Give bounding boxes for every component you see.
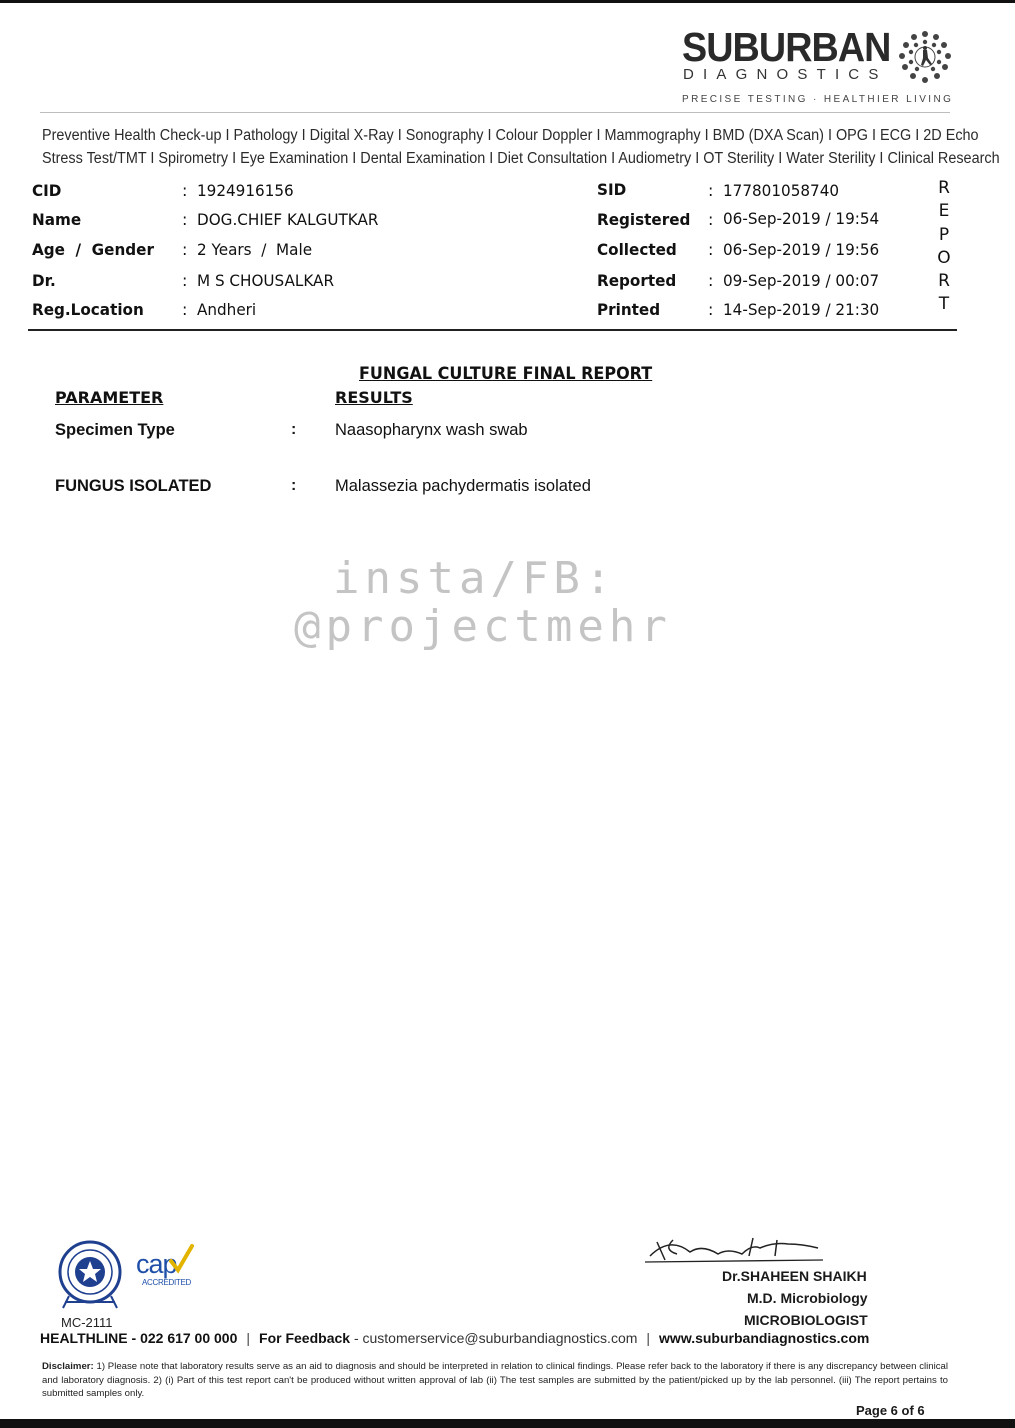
printed-colon: : bbox=[708, 300, 714, 319]
report-letter: E bbox=[938, 201, 950, 222]
location-colon: : bbox=[182, 300, 188, 319]
sid-label: SID bbox=[597, 180, 627, 199]
separator: | bbox=[246, 1330, 251, 1346]
age-gender-label: Age / Gender bbox=[32, 240, 154, 259]
cap-accredited-logo bbox=[136, 1250, 191, 1287]
brand-tagline: PRECISE TESTING · HEALTHIER LIVING bbox=[682, 94, 954, 105]
registered-colon: : bbox=[708, 210, 714, 229]
doctor-colon: : bbox=[182, 271, 188, 290]
sid-value: 177801058740 bbox=[723, 181, 840, 200]
checkmark-icon bbox=[168, 1244, 194, 1274]
printed-label: Printed bbox=[597, 300, 661, 319]
name-label: Name bbox=[32, 210, 82, 229]
cid-value: 1924916156 bbox=[197, 181, 294, 200]
brand-logo-text: SUBURBAN bbox=[682, 24, 891, 70]
results-header: RESULTS bbox=[335, 388, 413, 407]
doctor-value: M S CHOUSALKAR bbox=[197, 271, 335, 290]
collected-colon: : bbox=[708, 240, 714, 259]
name-value: DOG.CHIEF KALGUTKAR bbox=[197, 210, 379, 229]
cid-colon: : bbox=[182, 181, 188, 200]
services-line-1: Preventive Health Check-up I Pathology I Digital X-Ray I Sonography I Colour Doppler I Mammography I BMD (DXA Scan) I OPG I ECG I 2D Echo bbox=[42, 127, 979, 144]
page-number: Page 6 of 6 bbox=[856, 1403, 925, 1418]
website-link: www.suburbandiagnostics.com bbox=[659, 1330, 870, 1346]
report-letter: O bbox=[937, 247, 951, 268]
services-line-2: Stress Test/TMT I Spirometry I Eye Examination I Dental Examination I Diet Consultation I Audiometry I OT Sterility I Water Sterility I Clinical Research bbox=[42, 150, 1000, 167]
collected-value: 06-Sep-2019 / 19:56 bbox=[723, 240, 880, 259]
age-colon: : bbox=[182, 240, 188, 259]
disclaimer bbox=[42, 1360, 948, 1401]
registered-value: 06-Sep-2019 / 19:54 bbox=[723, 209, 880, 228]
fungus-isolated-label: FUNGUS ISOLATED bbox=[55, 477, 212, 495]
contact-bar bbox=[40, 1330, 952, 1346]
feedback-label: For Feedback bbox=[259, 1330, 351, 1346]
reported-value: 09-Sep-2019 / 00:07 bbox=[723, 271, 880, 290]
specimen-type-colon: : bbox=[291, 421, 297, 438]
parameter-header: PARAMETER bbox=[55, 388, 164, 407]
printed-value: 14-Sep-2019 / 21:30 bbox=[723, 300, 880, 319]
brand-logo-subtext: DIAGNOSTICS bbox=[683, 66, 888, 83]
cap-logo-text: cap bbox=[136, 1249, 177, 1279]
signatory-name: Dr.SHAHEEN SHAIKH bbox=[722, 1268, 867, 1284]
watermark-line-1: insta/FB: bbox=[333, 553, 617, 604]
report-vertical-label bbox=[936, 177, 952, 317]
report-title: FUNGAL CULTURE FINAL REPORT bbox=[359, 364, 653, 383]
header-divider bbox=[40, 112, 950, 113]
doctor-label: Dr. bbox=[32, 271, 56, 290]
report-letter: R bbox=[938, 178, 950, 198]
report-letter: R bbox=[938, 271, 950, 292]
collected-label: Collected bbox=[597, 240, 677, 259]
disclaimer-label: Disclaimer: bbox=[42, 1361, 94, 1372]
sid-colon: : bbox=[708, 181, 714, 200]
top-border bbox=[0, 0, 1015, 3]
cid-label: CID bbox=[32, 181, 62, 200]
report-letter: T bbox=[938, 294, 950, 315]
reported-colon: : bbox=[708, 271, 714, 290]
healthline-number: HEALTHLINE - 022 617 00 000 bbox=[40, 1330, 238, 1346]
mc-number: MC-2111 bbox=[61, 1315, 113, 1330]
location-label: Reg.Location bbox=[32, 300, 144, 319]
disclaimer-text: 1) Please note that laboratory results serve as an aid to diagnosis and should be interpreted in relation to clinical findings. Please refer back to the laboratory if there is any discrepancy between clinical and laboratory diagnosis. 2) (i) Part of this test report can't be produced without written approval of lab (ii) The test samples are submitted by the patient/picked up by the lab personnel. (iii) The report pertains to submitted samples only. bbox=[42, 1361, 948, 1399]
signatory-degree: M.D. Microbiology bbox=[747, 1290, 868, 1306]
cap-accredited-text: ACCREDITED bbox=[142, 1278, 192, 1287]
signatory-role: MICROBIOLOGIST bbox=[744, 1312, 868, 1328]
separator: | bbox=[646, 1330, 651, 1346]
name-colon: : bbox=[182, 210, 188, 229]
fungus-isolated-colon: : bbox=[291, 477, 297, 494]
signature-scribble-icon bbox=[645, 1232, 825, 1266]
brand-dots-icon bbox=[896, 28, 954, 86]
info-divider bbox=[28, 329, 957, 331]
registered-label: Registered bbox=[597, 210, 691, 229]
reported-label: Reported bbox=[597, 271, 677, 290]
nabl-seal-icon bbox=[55, 1240, 125, 1310]
watermark-line-2: @projectmehr bbox=[294, 601, 672, 652]
feedback-email: - customerservice@suburbandiagnostics.com bbox=[353, 1330, 638, 1346]
location-value: Andheri bbox=[197, 300, 257, 319]
report-letter: P bbox=[938, 224, 950, 245]
fungus-isolated-value: Malassezia pachydermatis isolated bbox=[335, 477, 591, 495]
bottom-border bbox=[0, 1419, 1015, 1428]
age-gender-value: 2 Years / Male bbox=[197, 240, 313, 259]
specimen-type-label: Specimen Type bbox=[55, 421, 175, 439]
specimen-type-value: Naasopharynx wash swab bbox=[335, 421, 528, 439]
